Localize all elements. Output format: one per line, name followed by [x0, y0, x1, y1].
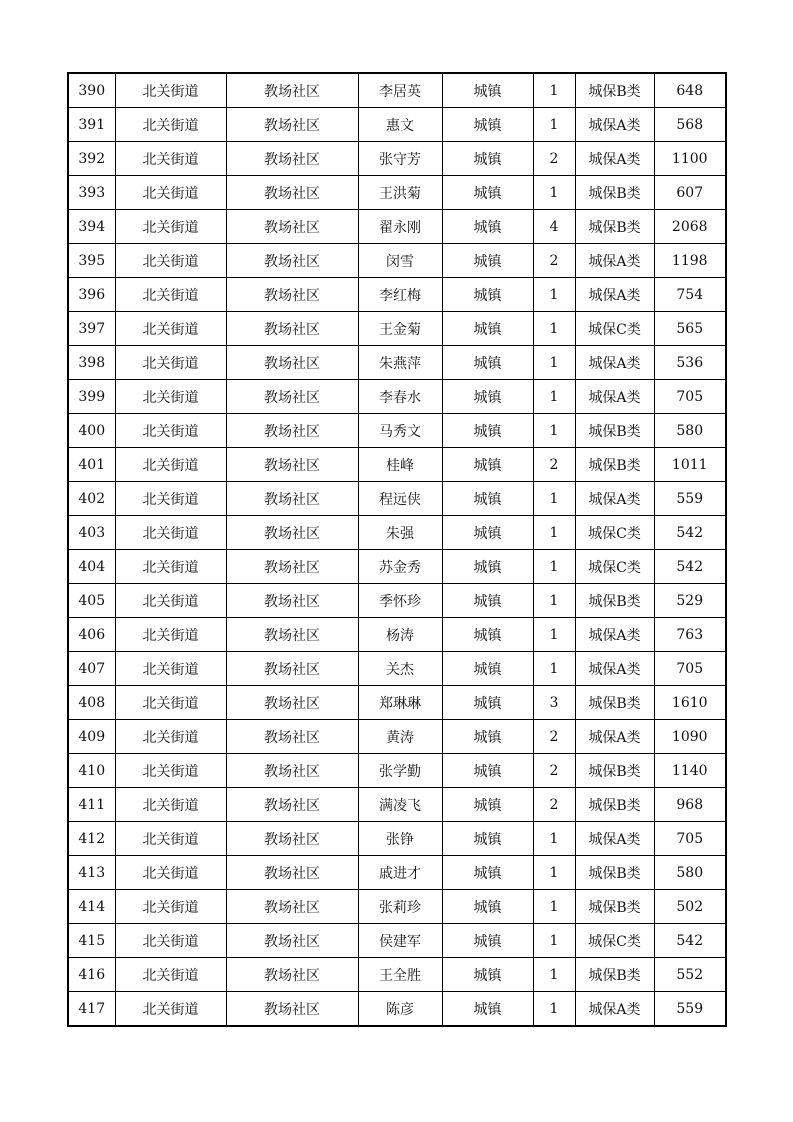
subsidy-category-cell: 城保A类 — [575, 618, 654, 652]
subdistrict-cell: 北关街道 — [115, 380, 226, 414]
table-row — [68, 788, 726, 822]
amount-cell: 968 — [654, 788, 726, 822]
household-size-cell: 1 — [533, 73, 575, 108]
amount-cell: 2068 — [654, 210, 726, 244]
household-size-cell: 2 — [533, 720, 575, 754]
table-row — [68, 108, 726, 142]
household-size-cell: 1 — [533, 822, 575, 856]
serial-number-cell: 395 — [68, 244, 115, 278]
household-type-cell: 城镇 — [442, 992, 533, 1027]
subsidy-category-cell: 城保A类 — [575, 346, 654, 380]
household-type-cell: 城镇 — [442, 346, 533, 380]
subsidy-category-cell: 城保C类 — [575, 312, 654, 346]
name-cell: 张莉珍 — [358, 890, 442, 924]
record-table-container — [67, 72, 727, 1027]
subsidy-category-cell: 城保A类 — [575, 108, 654, 142]
name-cell: 黄涛 — [358, 720, 442, 754]
community-cell: 教场社区 — [226, 278, 358, 312]
table-row — [68, 73, 726, 108]
name-cell: 杨涛 — [358, 618, 442, 652]
subdistrict-cell: 北关街道 — [115, 176, 226, 210]
household-size-cell: 1 — [533, 550, 575, 584]
household-size-cell: 1 — [533, 618, 575, 652]
community-cell: 教场社区 — [226, 856, 358, 890]
community-cell: 教场社区 — [226, 584, 358, 618]
community-cell: 教场社区 — [226, 618, 358, 652]
household-type-cell: 城镇 — [442, 414, 533, 448]
amount-cell: 502 — [654, 890, 726, 924]
subsidy-category-cell: 城保A类 — [575, 244, 654, 278]
table-row — [68, 210, 726, 244]
subsidy-category-cell: 城保B类 — [575, 890, 654, 924]
serial-number-cell: 411 — [68, 788, 115, 822]
household-size-cell: 1 — [533, 584, 575, 618]
table-row — [68, 244, 726, 278]
household-size-cell: 1 — [533, 278, 575, 312]
name-cell: 程远侠 — [358, 482, 442, 516]
subsidy-category-cell: 城保B类 — [575, 414, 654, 448]
name-cell: 张守芳 — [358, 142, 442, 176]
name-cell: 张铮 — [358, 822, 442, 856]
subsidy-category-cell: 城保A类 — [575, 652, 654, 686]
subdistrict-cell: 北关街道 — [115, 108, 226, 142]
name-cell: 侯建军 — [358, 924, 442, 958]
subdistrict-cell: 北关街道 — [115, 924, 226, 958]
name-cell: 王全胜 — [358, 958, 442, 992]
household-type-cell: 城镇 — [442, 142, 533, 176]
household-type-cell: 城镇 — [442, 448, 533, 482]
table-row — [68, 652, 726, 686]
amount-cell: 559 — [654, 482, 726, 516]
table-row — [68, 584, 726, 618]
name-cell: 陈彦 — [358, 992, 442, 1027]
name-cell: 关杰 — [358, 652, 442, 686]
community-cell: 教场社区 — [226, 652, 358, 686]
amount-cell: 705 — [654, 652, 726, 686]
subdistrict-cell: 北关街道 — [115, 550, 226, 584]
subsidy-category-cell: 城保B类 — [575, 210, 654, 244]
household-size-cell: 2 — [533, 142, 575, 176]
household-type-cell: 城镇 — [442, 278, 533, 312]
serial-number-cell: 391 — [68, 108, 115, 142]
serial-number-cell: 399 — [68, 380, 115, 414]
name-cell: 苏金秀 — [358, 550, 442, 584]
household-size-cell: 2 — [533, 244, 575, 278]
household-type-cell: 城镇 — [442, 958, 533, 992]
serial-number-cell: 390 — [68, 73, 115, 108]
household-size-cell: 2 — [533, 754, 575, 788]
subsidy-category-cell: 城保B类 — [575, 584, 654, 618]
subdistrict-cell: 北关街道 — [115, 73, 226, 108]
subsidy-category-cell: 城保B类 — [575, 754, 654, 788]
subdistrict-cell: 北关街道 — [115, 958, 226, 992]
subdistrict-cell: 北关街道 — [115, 788, 226, 822]
serial-number-cell: 396 — [68, 278, 115, 312]
household-size-cell: 1 — [533, 890, 575, 924]
household-type-cell: 城镇 — [442, 788, 533, 822]
subdistrict-cell: 北关街道 — [115, 652, 226, 686]
amount-cell: 1198 — [654, 244, 726, 278]
serial-number-cell: 401 — [68, 448, 115, 482]
amount-cell: 754 — [654, 278, 726, 312]
subdistrict-cell: 北关街道 — [115, 414, 226, 448]
name-cell: 李春水 — [358, 380, 442, 414]
community-cell: 教场社区 — [226, 958, 358, 992]
amount-cell: 529 — [654, 584, 726, 618]
serial-number-cell: 404 — [68, 550, 115, 584]
name-cell: 桂峰 — [358, 448, 442, 482]
subdistrict-cell: 北关街道 — [115, 686, 226, 720]
amount-cell: 542 — [654, 550, 726, 584]
name-cell: 满凌飞 — [358, 788, 442, 822]
subsidy-category-cell: 城保A类 — [575, 380, 654, 414]
subdistrict-cell: 北关街道 — [115, 312, 226, 346]
community-cell: 教场社区 — [226, 686, 358, 720]
community-cell: 教场社区 — [226, 448, 358, 482]
serial-number-cell: 415 — [68, 924, 115, 958]
table-row — [68, 924, 726, 958]
amount-cell: 580 — [654, 856, 726, 890]
household-size-cell: 1 — [533, 108, 575, 142]
table-row — [68, 890, 726, 924]
table-row — [68, 312, 726, 346]
amount-cell: 607 — [654, 176, 726, 210]
subdistrict-cell: 北关街道 — [115, 210, 226, 244]
table-row — [68, 278, 726, 312]
amount-cell: 648 — [654, 73, 726, 108]
serial-number-cell: 413 — [68, 856, 115, 890]
subdistrict-cell: 北关街道 — [115, 584, 226, 618]
household-size-cell: 1 — [533, 414, 575, 448]
amount-cell: 542 — [654, 924, 726, 958]
community-cell: 教场社区 — [226, 244, 358, 278]
subsidy-category-cell: 城保B类 — [575, 856, 654, 890]
table-row — [68, 448, 726, 482]
table-row — [68, 856, 726, 890]
community-cell: 教场社区 — [226, 516, 358, 550]
household-type-cell: 城镇 — [442, 244, 533, 278]
name-cell: 王金菊 — [358, 312, 442, 346]
community-cell: 教场社区 — [226, 414, 358, 448]
table-row — [68, 958, 726, 992]
serial-number-cell: 407 — [68, 652, 115, 686]
household-size-cell: 1 — [533, 380, 575, 414]
amount-cell: 705 — [654, 380, 726, 414]
household-type-cell: 城镇 — [442, 584, 533, 618]
community-cell: 教场社区 — [226, 822, 358, 856]
subsidy-category-cell: 城保A类 — [575, 278, 654, 312]
community-cell: 教场社区 — [226, 73, 358, 108]
household-type-cell: 城镇 — [442, 618, 533, 652]
community-cell: 教场社区 — [226, 992, 358, 1027]
subdistrict-cell: 北关街道 — [115, 856, 226, 890]
subdistrict-cell: 北关街道 — [115, 482, 226, 516]
serial-number-cell: 406 — [68, 618, 115, 652]
name-cell: 李居英 — [358, 73, 442, 108]
amount-cell: 552 — [654, 958, 726, 992]
name-cell: 朱强 — [358, 516, 442, 550]
table-row — [68, 822, 726, 856]
name-cell: 李红梅 — [358, 278, 442, 312]
serial-number-cell: 403 — [68, 516, 115, 550]
table-row — [68, 346, 726, 380]
community-cell: 教场社区 — [226, 754, 358, 788]
table-row — [68, 686, 726, 720]
name-cell: 马秀文 — [358, 414, 442, 448]
subsidy-category-cell: 城保B类 — [575, 958, 654, 992]
community-cell: 教场社区 — [226, 890, 358, 924]
community-cell: 教场社区 — [226, 482, 358, 516]
serial-number-cell: 392 — [68, 142, 115, 176]
table-row — [68, 550, 726, 584]
table-row — [68, 414, 726, 448]
community-cell: 教场社区 — [226, 720, 358, 754]
household-type-cell: 城镇 — [442, 924, 533, 958]
table-row — [68, 380, 726, 414]
household-type-cell: 城镇 — [442, 176, 533, 210]
household-type-cell: 城镇 — [442, 754, 533, 788]
community-cell: 教场社区 — [226, 346, 358, 380]
subsidy-category-cell: 城保C类 — [575, 924, 654, 958]
household-type-cell: 城镇 — [442, 720, 533, 754]
subdistrict-cell: 北关街道 — [115, 890, 226, 924]
amount-cell: 763 — [654, 618, 726, 652]
community-cell: 教场社区 — [226, 176, 358, 210]
name-cell: 季怀珍 — [358, 584, 442, 618]
amount-cell: 1610 — [654, 686, 726, 720]
community-cell: 教场社区 — [226, 788, 358, 822]
household-size-cell: 2 — [533, 448, 575, 482]
amount-cell: 1140 — [654, 754, 726, 788]
table-row — [68, 482, 726, 516]
household-type-cell: 城镇 — [442, 822, 533, 856]
community-cell: 教场社区 — [226, 924, 358, 958]
subdistrict-cell: 北关街道 — [115, 346, 226, 380]
serial-number-cell: 410 — [68, 754, 115, 788]
amount-cell: 1090 — [654, 720, 726, 754]
subsidy-category-cell: 城保B类 — [575, 788, 654, 822]
amount-cell: 580 — [654, 414, 726, 448]
subdistrict-cell: 北关街道 — [115, 278, 226, 312]
amount-cell: 565 — [654, 312, 726, 346]
household-size-cell: 1 — [533, 176, 575, 210]
table-row — [68, 754, 726, 788]
household-size-cell: 2 — [533, 788, 575, 822]
name-cell: 戚进才 — [358, 856, 442, 890]
community-cell: 教场社区 — [226, 380, 358, 414]
household-size-cell: 1 — [533, 958, 575, 992]
serial-number-cell: 408 — [68, 686, 115, 720]
household-size-cell: 1 — [533, 924, 575, 958]
amount-cell: 1100 — [654, 142, 726, 176]
household-size-cell: 1 — [533, 346, 575, 380]
name-cell: 张学勤 — [358, 754, 442, 788]
amount-cell: 536 — [654, 346, 726, 380]
subdistrict-cell: 北关街道 — [115, 618, 226, 652]
table-row — [68, 176, 726, 210]
name-cell: 朱燕萍 — [358, 346, 442, 380]
serial-number-cell: 416 — [68, 958, 115, 992]
amount-cell: 568 — [654, 108, 726, 142]
subdistrict-cell: 北关街道 — [115, 720, 226, 754]
table-row — [68, 516, 726, 550]
household-type-cell: 城镇 — [442, 482, 533, 516]
household-size-cell: 1 — [533, 482, 575, 516]
table-row — [68, 618, 726, 652]
serial-number-cell: 414 — [68, 890, 115, 924]
household-type-cell: 城镇 — [442, 210, 533, 244]
household-type-cell: 城镇 — [442, 380, 533, 414]
serial-number-cell: 402 — [68, 482, 115, 516]
household-size-cell: 1 — [533, 312, 575, 346]
serial-number-cell: 400 — [68, 414, 115, 448]
subdistrict-cell: 北关街道 — [115, 516, 226, 550]
subsidy-category-cell: 城保A类 — [575, 720, 654, 754]
household-type-cell: 城镇 — [442, 890, 533, 924]
table-row — [68, 992, 726, 1027]
name-cell: 惠文 — [358, 108, 442, 142]
subsidy-category-cell: 城保A类 — [575, 992, 654, 1027]
name-cell: 郑琳琳 — [358, 686, 442, 720]
household-size-cell: 1 — [533, 992, 575, 1027]
household-type-cell: 城镇 — [442, 550, 533, 584]
subsidy-category-cell: 城保A类 — [575, 482, 654, 516]
subsidy-category-cell: 城保C类 — [575, 516, 654, 550]
subdistrict-cell: 北关街道 — [115, 244, 226, 278]
household-type-cell: 城镇 — [442, 312, 533, 346]
serial-number-cell: 409 — [68, 720, 115, 754]
amount-cell: 705 — [654, 822, 726, 856]
household-size-cell: 1 — [533, 652, 575, 686]
household-type-cell: 城镇 — [442, 108, 533, 142]
subsidy-category-cell: 城保B类 — [575, 73, 654, 108]
amount-cell: 1011 — [654, 448, 726, 482]
serial-number-cell: 398 — [68, 346, 115, 380]
subsidy-category-cell: 城保C类 — [575, 550, 654, 584]
serial-number-cell: 397 — [68, 312, 115, 346]
serial-number-cell: 412 — [68, 822, 115, 856]
household-type-cell: 城镇 — [442, 686, 533, 720]
table-body — [68, 73, 726, 1026]
name-cell: 王洪菊 — [358, 176, 442, 210]
subsidy-category-cell: 城保B类 — [575, 686, 654, 720]
amount-cell: 559 — [654, 992, 726, 1027]
household-size-cell: 1 — [533, 856, 575, 890]
serial-number-cell: 417 — [68, 992, 115, 1027]
subdistrict-cell: 北关街道 — [115, 992, 226, 1027]
subsidy-category-cell: 城保B类 — [575, 176, 654, 210]
community-cell: 教场社区 — [226, 142, 358, 176]
table-row — [68, 720, 726, 754]
community-cell: 教场社区 — [226, 210, 358, 244]
subsidy-category-cell: 城保A类 — [575, 822, 654, 856]
record-table — [67, 72, 727, 1027]
household-size-cell: 1 — [533, 516, 575, 550]
subsidy-category-cell: 城保A类 — [575, 142, 654, 176]
subdistrict-cell: 北关街道 — [115, 448, 226, 482]
community-cell: 教场社区 — [226, 108, 358, 142]
subsidy-category-cell: 城保B类 — [575, 448, 654, 482]
subdistrict-cell: 北关街道 — [115, 754, 226, 788]
serial-number-cell: 394 — [68, 210, 115, 244]
household-size-cell: 4 — [533, 210, 575, 244]
name-cell: 翟永刚 — [358, 210, 442, 244]
community-cell: 教场社区 — [226, 550, 358, 584]
subdistrict-cell: 北关街道 — [115, 822, 226, 856]
household-type-cell: 城镇 — [442, 856, 533, 890]
serial-number-cell: 393 — [68, 176, 115, 210]
amount-cell: 542 — [654, 516, 726, 550]
household-type-cell: 城镇 — [442, 516, 533, 550]
household-type-cell: 城镇 — [442, 73, 533, 108]
household-size-cell: 3 — [533, 686, 575, 720]
name-cell: 闵雪 — [358, 244, 442, 278]
table-row — [68, 142, 726, 176]
community-cell: 教场社区 — [226, 312, 358, 346]
household-type-cell: 城镇 — [442, 652, 533, 686]
subdistrict-cell: 北关街道 — [115, 142, 226, 176]
serial-number-cell: 405 — [68, 584, 115, 618]
